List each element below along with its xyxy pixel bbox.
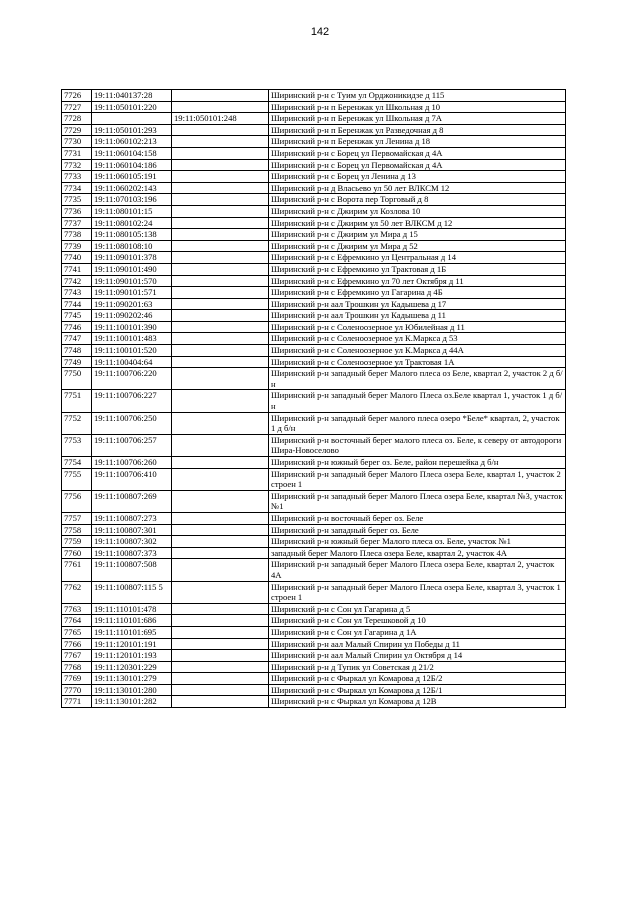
cadastral-number-cell: 19:11:080108:10 bbox=[92, 240, 172, 252]
second-cadastral-number-cell bbox=[172, 468, 269, 490]
cadastral-number-cell: 19:11:060202:143 bbox=[92, 182, 172, 194]
table-row bbox=[62, 171, 566, 183]
row-number-cell: 7731 bbox=[62, 147, 92, 159]
row-number-cell: 7734 bbox=[62, 182, 92, 194]
address-cell: Ширинский р-н восточный берег малого плеса оз. Беле, к северу от автодороги Шира-Новоселово bbox=[269, 434, 566, 456]
cadastral-number-cell: 19:11:100706:227 bbox=[92, 390, 172, 412]
row-number-cell: 7759 bbox=[62, 536, 92, 548]
table-row bbox=[62, 101, 566, 113]
row-number-cell: 7732 bbox=[62, 159, 92, 171]
second-cadastral-number-cell bbox=[172, 626, 269, 638]
row-number-cell: 7767 bbox=[62, 650, 92, 662]
table-row bbox=[62, 345, 566, 357]
cadastral-number-cell: 19:11:100706:257 bbox=[92, 434, 172, 456]
address-cell: Ширинский р-н аал Трошкин ул Кадышева д 17 bbox=[269, 298, 566, 310]
table-row bbox=[62, 252, 566, 264]
row-number-cell: 7768 bbox=[62, 661, 92, 673]
row-number-cell: 7739 bbox=[62, 240, 92, 252]
second-cadastral-number-cell bbox=[172, 434, 269, 456]
table-row bbox=[62, 412, 566, 434]
address-cell: Ширинский р-н д Тупик ул Советская д 21/2 bbox=[269, 661, 566, 673]
row-number-cell: 7735 bbox=[62, 194, 92, 206]
second-cadastral-number-cell bbox=[172, 457, 269, 469]
second-cadastral-number-cell bbox=[172, 512, 269, 524]
row-number-cell: 7747 bbox=[62, 333, 92, 345]
row-number-cell: 7740 bbox=[62, 252, 92, 264]
address-cell: Ширинский р-н с Джирим ул 50 лет ВЛКСМ д 12 bbox=[269, 217, 566, 229]
row-number-cell: 7755 bbox=[62, 468, 92, 490]
cadastral-number-cell: 19:11:060105:191 bbox=[92, 171, 172, 183]
row-number-cell: 7760 bbox=[62, 547, 92, 559]
second-cadastral-number-cell bbox=[172, 287, 269, 299]
second-cadastral-number-cell bbox=[172, 661, 269, 673]
address-cell: Ширинский р-н д Власьево ул 50 лет ВЛКСМ 12 bbox=[269, 182, 566, 194]
row-number-cell: 7765 bbox=[62, 626, 92, 638]
table-row bbox=[62, 147, 566, 159]
table-row bbox=[62, 229, 566, 241]
table-row bbox=[62, 333, 566, 345]
cadastral-number-cell: 19:11:100807:373 bbox=[92, 547, 172, 559]
cadastral-number-cell: 19:11:070103:196 bbox=[92, 194, 172, 206]
address-cell: Ширинский р-н с Борец ул Первомайская д 4А bbox=[269, 159, 566, 171]
address-cell: Ширинский р-н с Соленоозерное ул Юбилейная д 11 bbox=[269, 321, 566, 333]
table-row bbox=[62, 581, 566, 603]
second-cadastral-number-cell bbox=[172, 333, 269, 345]
address-cell: Ширинский р-н западный берег Малого Плеса озера Беле, квартал 1, участок 2 строен 1 bbox=[269, 468, 566, 490]
second-cadastral-number-cell bbox=[172, 412, 269, 434]
address-cell: Ширинский р-н с Джирим ул Козлова 10 bbox=[269, 205, 566, 217]
second-cadastral-number-cell bbox=[172, 136, 269, 148]
cadastral-number-cell: 19:11:080101:15 bbox=[92, 205, 172, 217]
row-number-cell: 7754 bbox=[62, 457, 92, 469]
second-cadastral-number-cell bbox=[172, 229, 269, 241]
row-number-cell: 7748 bbox=[62, 345, 92, 357]
table-row bbox=[62, 434, 566, 456]
address-cell: Ширинский р-н с Борец ул Первомайская д 4А bbox=[269, 147, 566, 159]
table-row bbox=[62, 536, 566, 548]
cadastral-number-cell: 19:11:100706:410 bbox=[92, 468, 172, 490]
cadastral-number-cell: 19:11:110101:478 bbox=[92, 603, 172, 615]
second-cadastral-number-cell bbox=[172, 101, 269, 113]
cadastral-number-cell: 19:11:120101:191 bbox=[92, 638, 172, 650]
cadastral-number-cell: 19:11:130101:282 bbox=[92, 696, 172, 708]
table-row bbox=[62, 321, 566, 333]
second-cadastral-number-cell bbox=[172, 252, 269, 264]
second-cadastral-number-cell bbox=[172, 356, 269, 368]
cadastral-number-cell: 19:11:100807:302 bbox=[92, 536, 172, 548]
second-cadastral-number-cell bbox=[172, 321, 269, 333]
row-number-cell: 7749 bbox=[62, 356, 92, 368]
cadastral-number-cell: 19:11:100404:64 bbox=[92, 356, 172, 368]
second-cadastral-number-cell bbox=[172, 310, 269, 322]
second-cadastral-number-cell bbox=[172, 615, 269, 627]
address-cell: Ширинский р-н западный берег Малого Плеса озера Беле, квартал 2, участок 4А bbox=[269, 559, 566, 581]
table-row bbox=[62, 240, 566, 252]
row-number-cell: 7743 bbox=[62, 287, 92, 299]
address-cell: Ширинский р-н с Фыркал ул Комарова д 12В bbox=[269, 696, 566, 708]
row-number-cell: 7726 bbox=[62, 90, 92, 102]
address-cell: Ширинский р-н аал Малый Спирин ул Победы д 11 bbox=[269, 638, 566, 650]
row-number-cell: 7737 bbox=[62, 217, 92, 229]
second-cadastral-number-cell bbox=[172, 559, 269, 581]
cadastral-number-cell: 19:11:100706:260 bbox=[92, 457, 172, 469]
address-cell: Ширинский р-н западный берег оз. Беле bbox=[269, 524, 566, 536]
address-cell: Ширинский р-н с Ефремкино ул Трактовая д 1Б bbox=[269, 263, 566, 275]
row-number-cell: 7766 bbox=[62, 638, 92, 650]
address-cell: Ширинский р-н с Борец ул Ленина д 13 bbox=[269, 171, 566, 183]
row-number-cell: 7738 bbox=[62, 229, 92, 241]
cadastral-number-cell: 19:11:090101:490 bbox=[92, 263, 172, 275]
table-row bbox=[62, 356, 566, 368]
table-row bbox=[62, 390, 566, 412]
row-number-cell: 7728 bbox=[62, 113, 92, 125]
address-cell: Ширинский р-н п Беренжак ул Школьная д 7А bbox=[269, 113, 566, 125]
second-cadastral-number-cell bbox=[172, 673, 269, 685]
cadastral-number-cell: 19:11:080102:24 bbox=[92, 217, 172, 229]
second-cadastral-number-cell bbox=[172, 524, 269, 536]
cadastral-number-cell: 19:11:040137:28 bbox=[92, 90, 172, 102]
table-row bbox=[62, 298, 566, 310]
row-number-cell: 7757 bbox=[62, 512, 92, 524]
table-row bbox=[62, 490, 566, 512]
row-number-cell: 7727 bbox=[62, 101, 92, 113]
row-number-cell: 7746 bbox=[62, 321, 92, 333]
table-row bbox=[62, 468, 566, 490]
second-cadastral-number-cell bbox=[172, 638, 269, 650]
cadastral-number-cell: 19:11:100101:483 bbox=[92, 333, 172, 345]
row-number-cell: 7751 bbox=[62, 390, 92, 412]
table-row bbox=[62, 263, 566, 275]
second-cadastral-number-cell bbox=[172, 275, 269, 287]
row-number-cell: 7741 bbox=[62, 263, 92, 275]
second-cadastral-number-cell: 19:11:050101:248 bbox=[172, 113, 269, 125]
row-number-cell: 7753 bbox=[62, 434, 92, 456]
second-cadastral-number-cell bbox=[172, 171, 269, 183]
address-cell: Ширинский р-н с Соленоозерное ул Трактовая 1А bbox=[269, 356, 566, 368]
second-cadastral-number-cell bbox=[172, 263, 269, 275]
table-row bbox=[62, 615, 566, 627]
address-cell: Ширинский р-н с Туим ул Орджоникидзе д 115 bbox=[269, 90, 566, 102]
cadastral-number-cell: 19:11:080105:138 bbox=[92, 229, 172, 241]
table-row bbox=[62, 559, 566, 581]
address-cell: Ширинский р-н с Соленоозерное ул К.Маркса д 53 bbox=[269, 333, 566, 345]
cadastral-number-cell: 19:11:100807:301 bbox=[92, 524, 172, 536]
second-cadastral-number-cell bbox=[172, 368, 269, 390]
address-cell: Ширинский р-н с Фыркал ул Комарова д 12Б/2 bbox=[269, 673, 566, 685]
second-cadastral-number-cell bbox=[172, 696, 269, 708]
second-cadastral-number-cell bbox=[172, 547, 269, 559]
second-cadastral-number-cell bbox=[172, 603, 269, 615]
row-number-cell: 7750 bbox=[62, 368, 92, 390]
registry-table bbox=[61, 89, 566, 708]
cadastral-number-cell: 19:11:090202:46 bbox=[92, 310, 172, 322]
address-cell: западный берег Малого Плеса озера Беле, квартал 2, участок 4А bbox=[269, 547, 566, 559]
row-number-cell: 7764 bbox=[62, 615, 92, 627]
address-cell: Ширинский р-н южный берег Малого плеса оз. Беле, участок №1 bbox=[269, 536, 566, 548]
address-cell: Ширинский р-н с Фыркал ул Комарова д 12Б/1 bbox=[269, 684, 566, 696]
row-number-cell: 7729 bbox=[62, 124, 92, 136]
address-cell: Ширинский р-н западный берег Малого Плеса оз.Беле квартал 1, участок 1 д б/н bbox=[269, 390, 566, 412]
row-number-cell: 7742 bbox=[62, 275, 92, 287]
second-cadastral-number-cell bbox=[172, 345, 269, 357]
table-row bbox=[62, 626, 566, 638]
table-row bbox=[62, 310, 566, 322]
row-number-cell: 7758 bbox=[62, 524, 92, 536]
address-cell: Ширинский р-н восточный берег оз. Беле bbox=[269, 512, 566, 524]
address-cell: Ширинский р-н п Беренжак ул Школьная д 10 bbox=[269, 101, 566, 113]
second-cadastral-number-cell bbox=[172, 390, 269, 412]
second-cadastral-number-cell bbox=[172, 194, 269, 206]
cadastral-number-cell: 19:11:090101:571 bbox=[92, 287, 172, 299]
cadastral-number-cell: 19:11:100807:115 5 bbox=[92, 581, 172, 603]
address-cell: Ширинский р-н аал Трошкин ул Кадышева д 11 bbox=[269, 310, 566, 322]
address-cell: Ширинский р-н с Ворота пер Торговый д 8 bbox=[269, 194, 566, 206]
cadastral-number-cell: 19:11:090201:63 bbox=[92, 298, 172, 310]
second-cadastral-number-cell bbox=[172, 240, 269, 252]
second-cadastral-number-cell bbox=[172, 298, 269, 310]
cadastral-number-cell: 19:11:100807:273 bbox=[92, 512, 172, 524]
row-number-cell: 7756 bbox=[62, 490, 92, 512]
address-cell: Ширинский р-н западный берег Малого плеса оз Беле, квартал 2, участок 2 д б/н bbox=[269, 368, 566, 390]
table-row bbox=[62, 673, 566, 685]
cadastral-number-cell: 19:11:050101:293 bbox=[92, 124, 172, 136]
table-row bbox=[62, 113, 566, 125]
row-number-cell: 7733 bbox=[62, 171, 92, 183]
second-cadastral-number-cell bbox=[172, 124, 269, 136]
second-cadastral-number-cell bbox=[172, 650, 269, 662]
second-cadastral-number-cell bbox=[172, 147, 269, 159]
table-row bbox=[62, 661, 566, 673]
cadastral-number-cell: 19:11:060102:213 bbox=[92, 136, 172, 148]
cadastral-number-cell: 19:11:100101:520 bbox=[92, 345, 172, 357]
table-row bbox=[62, 182, 566, 194]
table-row bbox=[62, 684, 566, 696]
cadastral-number-cell: 19:11:110101:695 bbox=[92, 626, 172, 638]
cadastral-number-cell: 19:11:100706:250 bbox=[92, 412, 172, 434]
table-row bbox=[62, 603, 566, 615]
cadastral-number-cell: 19:11:100101:390 bbox=[92, 321, 172, 333]
cadastral-number-cell: 19:11:110101:686 bbox=[92, 615, 172, 627]
table-row bbox=[62, 159, 566, 171]
address-cell: Ширинский р-н п Беренжак ул Ленина д 18 bbox=[269, 136, 566, 148]
page-number: 142 bbox=[310, 26, 330, 38]
cadastral-number-cell: 19:11:100807:508 bbox=[92, 559, 172, 581]
table-row bbox=[62, 287, 566, 299]
address-cell: Ширинский р-н с Джирим ул Мира д 15 bbox=[269, 229, 566, 241]
table-row bbox=[62, 205, 566, 217]
row-number-cell: 7745 bbox=[62, 310, 92, 322]
address-cell: Ширинский р-н с Сон ул Терешковой д 10 bbox=[269, 615, 566, 627]
table-row bbox=[62, 524, 566, 536]
cadastral-number-cell: 19:11:060104:186 bbox=[92, 159, 172, 171]
address-cell: Ширинский р-н западный берег Малого Плеса озера Беле, квартал №3, участок №1 bbox=[269, 490, 566, 512]
address-cell: Ширинский р-н п Беренжак ул Разведочная д 8 bbox=[269, 124, 566, 136]
registry-body bbox=[62, 90, 566, 708]
second-cadastral-number-cell bbox=[172, 205, 269, 217]
second-cadastral-number-cell bbox=[172, 490, 269, 512]
row-number-cell: 7771 bbox=[62, 696, 92, 708]
second-cadastral-number-cell bbox=[172, 159, 269, 171]
address-cell: Ширинский р-н с Соленоозерное ул К.Маркса д 44А bbox=[269, 345, 566, 357]
table-row bbox=[62, 275, 566, 287]
second-cadastral-number-cell bbox=[172, 90, 269, 102]
table-row bbox=[62, 457, 566, 469]
second-cadastral-number-cell bbox=[172, 536, 269, 548]
address-cell: Ширинский р-н с Ефремкино ул Центральная д 14 bbox=[269, 252, 566, 264]
cadastral-number-cell: 19:11:100706:220 bbox=[92, 368, 172, 390]
address-cell: Ширинский р-н западный берег Малого Плеса озера Беле, квартал 3, участок 1 строен 1 bbox=[269, 581, 566, 603]
cadastral-number-cell bbox=[92, 113, 172, 125]
row-number-cell: 7730 bbox=[62, 136, 92, 148]
row-number-cell: 7763 bbox=[62, 603, 92, 615]
address-cell: Ширинский р-н с Сон ул Гагарина д 5 bbox=[269, 603, 566, 615]
table-row bbox=[62, 194, 566, 206]
table-row bbox=[62, 547, 566, 559]
cadastral-number-cell: 19:11:120101:193 bbox=[92, 650, 172, 662]
second-cadastral-number-cell bbox=[172, 684, 269, 696]
table-row bbox=[62, 512, 566, 524]
address-cell: Ширинский р-н южный берег оз. Беле, район перешейка д б/н bbox=[269, 457, 566, 469]
row-number-cell: 7769 bbox=[62, 673, 92, 685]
cadastral-number-cell: 19:11:130101:279 bbox=[92, 673, 172, 685]
table-row bbox=[62, 368, 566, 390]
row-number-cell: 7762 bbox=[62, 581, 92, 603]
table-row bbox=[62, 90, 566, 102]
cadastral-number-cell: 19:11:130101:280 bbox=[92, 684, 172, 696]
table-row bbox=[62, 124, 566, 136]
second-cadastral-number-cell bbox=[172, 182, 269, 194]
cadastral-number-cell: 19:11:120301:229 bbox=[92, 661, 172, 673]
second-cadastral-number-cell bbox=[172, 217, 269, 229]
row-number-cell: 7744 bbox=[62, 298, 92, 310]
table-row bbox=[62, 650, 566, 662]
address-cell: Ширинский р-н с Ефремкино ул Гагарина д 4Б bbox=[269, 287, 566, 299]
address-cell: Ширинский р-н аал Малый Спирин ул Октября д 14 bbox=[269, 650, 566, 662]
cadastral-number-cell: 19:11:090101:570 bbox=[92, 275, 172, 287]
cadastral-number-cell: 19:11:090101:378 bbox=[92, 252, 172, 264]
address-cell: Ширинский р-н с Ефремкино ул 70 лет Октября д 11 bbox=[269, 275, 566, 287]
address-cell: Ширинский р-н западный берег малого плеса озеро *Беле* квартал, 2, участок 1 д б/н bbox=[269, 412, 566, 434]
table-row bbox=[62, 217, 566, 229]
row-number-cell: 7770 bbox=[62, 684, 92, 696]
table-row bbox=[62, 696, 566, 708]
address-cell: Ширинский р-н с Джирим ул Мира д 52 bbox=[269, 240, 566, 252]
cadastral-number-cell: 19:11:050101:220 bbox=[92, 101, 172, 113]
row-number-cell: 7736 bbox=[62, 205, 92, 217]
table-row bbox=[62, 638, 566, 650]
row-number-cell: 7761 bbox=[62, 559, 92, 581]
table-row bbox=[62, 136, 566, 148]
row-number-cell: 7752 bbox=[62, 412, 92, 434]
second-cadastral-number-cell bbox=[172, 581, 269, 603]
address-cell: Ширинский р-н с Сон ул Гагарина д 1А bbox=[269, 626, 566, 638]
cadastral-number-cell: 19:11:060104:158 bbox=[92, 147, 172, 159]
cadastral-number-cell: 19:11:100807:269 bbox=[92, 490, 172, 512]
